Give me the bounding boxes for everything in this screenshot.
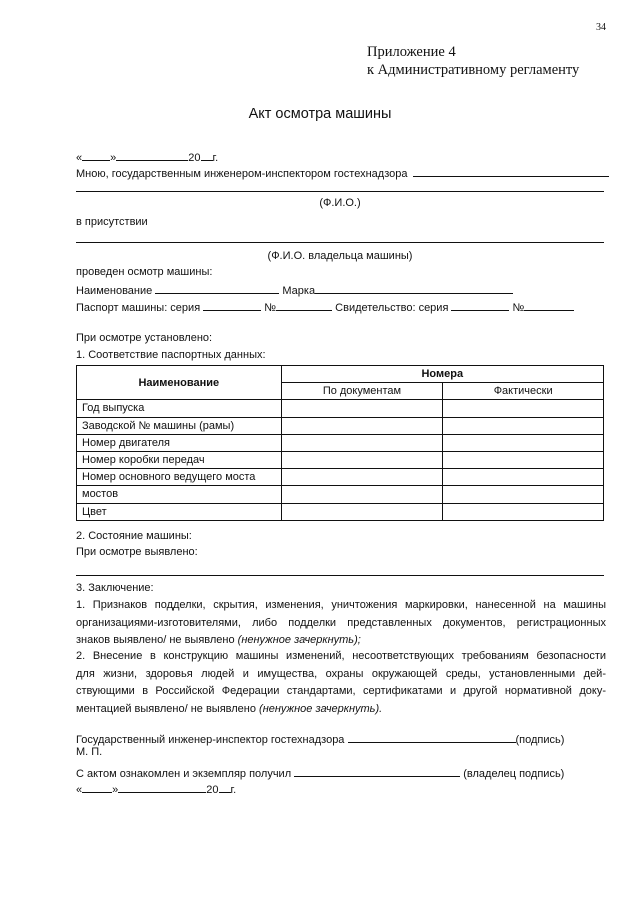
- date-year-suffix: г.: [212, 152, 219, 164]
- name-blank[interactable]: [155, 282, 279, 294]
- col-header-actual: Фактически: [443, 383, 604, 400]
- certificate-number-blank[interactable]: [524, 299, 574, 311]
- conclusion-1: [76, 597, 606, 650]
- actual-cell[interactable]: [443, 451, 604, 468]
- docs-cell[interactable]: [281, 434, 443, 451]
- inspection-done: проведен осмотр машины:: [76, 266, 213, 278]
- row-label: Цвет: [77, 503, 282, 520]
- conclusion-1-line-2: организациями-изготовителями, либо подделки представленных документов, регистрационных: [76, 616, 606, 629]
- final-day-blank[interactable]: [82, 781, 112, 793]
- certificate-series-blank[interactable]: [451, 299, 509, 311]
- table-row: [77, 417, 604, 434]
- owner-line[interactable]: [76, 242, 604, 243]
- conclusion-1-line-3: знаков выявлено/ не выявлено: [76, 634, 235, 646]
- conclusion-2-line-1: 2. Внесение в конструкцию машины изменений, несоответствующих требованиям безопасности: [76, 650, 606, 662]
- final-date-line: [76, 781, 236, 796]
- row-label: Номер двигателя: [77, 434, 282, 451]
- brand-blank[interactable]: [315, 282, 513, 294]
- docs-cell[interactable]: [281, 469, 443, 486]
- inspector-signature-label: Государственный инженер-инспектор гостехнадзора: [76, 734, 345, 746]
- final-month-blank[interactable]: [118, 781, 206, 793]
- actual-cell[interactable]: [443, 469, 604, 486]
- table-row: [77, 486, 604, 503]
- table-row: [77, 400, 604, 417]
- date-quote-open: «: [76, 152, 83, 164]
- presence-label: в присутствии: [76, 216, 148, 228]
- conclusion-2-line-4: ментацией выявлено/ не выявлено: [76, 702, 256, 715]
- table-row: [77, 503, 604, 520]
- revealed-line[interactable]: [76, 575, 604, 576]
- section-1-heading: 1. Соответствие паспортных данных:: [76, 349, 266, 361]
- final-year-blank[interactable]: [219, 781, 231, 793]
- conclusion-2: [76, 648, 606, 718]
- brand-label: Марка: [282, 285, 316, 297]
- section-3-heading: 3. Заключение:: [76, 582, 154, 594]
- document-title: Акт осмотра машины: [248, 106, 392, 122]
- section-2-heading: 2. Состояние машины:: [76, 530, 192, 542]
- actual-cell[interactable]: [443, 434, 604, 451]
- name-brand-line: [76, 282, 513, 297]
- table-row: [77, 469, 604, 486]
- acquainted-label: С актом ознакомлен и экземпляр получил: [76, 768, 292, 780]
- passport-label: Паспорт машины: серия: [76, 302, 201, 314]
- conclusion-2-line-3: ствующими в Российской Федерации стандартами, сертификатами и другой нормативной доку-: [76, 685, 606, 697]
- actual-cell[interactable]: [443, 503, 604, 520]
- actual-cell[interactable]: [443, 400, 604, 417]
- col-header-numbers: Номера: [281, 366, 603, 383]
- passport-number-label: №: [264, 302, 277, 314]
- acquainted-line: [76, 765, 564, 780]
- owner-caption: (Ф.И.О. владельца машины): [267, 250, 413, 262]
- table-header-row: [77, 366, 604, 383]
- row-label: Год выпуска: [77, 400, 282, 417]
- established-label: При осмотре установлено:: [76, 332, 213, 344]
- appendix-line-2: к Административному регламенту: [367, 62, 580, 78]
- docs-cell[interactable]: [281, 400, 443, 417]
- conclusion-1-line-1: 1. Признаков подделки, скрытия, изменения, уничтожения маркировки, нанесенной на машины: [76, 599, 606, 611]
- passport-data-table: [76, 365, 604, 521]
- inspector-label: Мною, государственным инженером-инспектором гостехнадзора: [76, 168, 408, 180]
- day-blank[interactable]: [82, 149, 110, 161]
- month-blank[interactable]: [116, 149, 188, 161]
- docs-cell[interactable]: [281, 503, 443, 520]
- date-quote-close: »: [110, 152, 117, 164]
- seal-label: М. П.: [76, 746, 103, 758]
- inspector-line: [76, 165, 609, 180]
- row-label: Номер коробки передач: [77, 451, 282, 468]
- row-label: мостов: [77, 486, 282, 503]
- table-row: [77, 434, 604, 451]
- passport-series-blank[interactable]: [203, 299, 261, 311]
- passport-number-blank[interactable]: [276, 299, 332, 311]
- certificate-number-label: №: [512, 302, 525, 314]
- fio-caption: (Ф.И.О.): [319, 197, 361, 209]
- revealed-label: При осмотре выявлено:: [76, 546, 198, 558]
- inspector-signature-line: [76, 731, 564, 746]
- conclusion-2-note: (ненужное зачеркнуть).: [259, 702, 383, 715]
- docs-cell[interactable]: [281, 451, 443, 468]
- inspector-name-blank[interactable]: [413, 165, 609, 177]
- passport-line: [76, 299, 574, 314]
- col-header-docs: По документам: [281, 383, 443, 400]
- certificate-label: Свидетельство: серия: [335, 302, 449, 314]
- fio-line[interactable]: [76, 191, 604, 192]
- conclusion-1-note: (ненужное зачеркнуть);: [237, 634, 361, 646]
- inspector-sign-caption: (подпись): [515, 734, 565, 746]
- table-row: [77, 451, 604, 468]
- name-label: Наименование: [76, 285, 153, 297]
- row-label: Номер основного ведущего моста: [77, 469, 282, 486]
- appendix-line-1: Приложение 4: [367, 44, 456, 60]
- date-line: [76, 149, 218, 164]
- page-number: 34: [596, 22, 606, 33]
- final-year-prefix: 20: [206, 784, 219, 796]
- conclusion-2-line-2: для жизни, здоровья людей и имущества, охраны окружающей среды, установленными дей-: [76, 667, 606, 680]
- docs-cell[interactable]: [281, 417, 443, 434]
- actual-cell[interactable]: [443, 417, 604, 434]
- final-date-quote-close: »: [112, 784, 119, 796]
- final-year-suffix: г.: [230, 784, 237, 796]
- owner-signature-blank[interactable]: [294, 765, 460, 777]
- final-date-quote-open: «: [76, 784, 83, 796]
- col-header-name: Наименование: [77, 366, 282, 400]
- date-year-prefix: 20: [188, 152, 201, 164]
- row-label: Заводской № машины (рамы): [77, 417, 282, 434]
- docs-cell[interactable]: [281, 486, 443, 503]
- year-blank[interactable]: [201, 149, 213, 161]
- actual-cell[interactable]: [443, 486, 604, 503]
- owner-sign-caption: (владелец подпись): [463, 768, 565, 780]
- inspector-signature-blank[interactable]: [348, 731, 516, 743]
